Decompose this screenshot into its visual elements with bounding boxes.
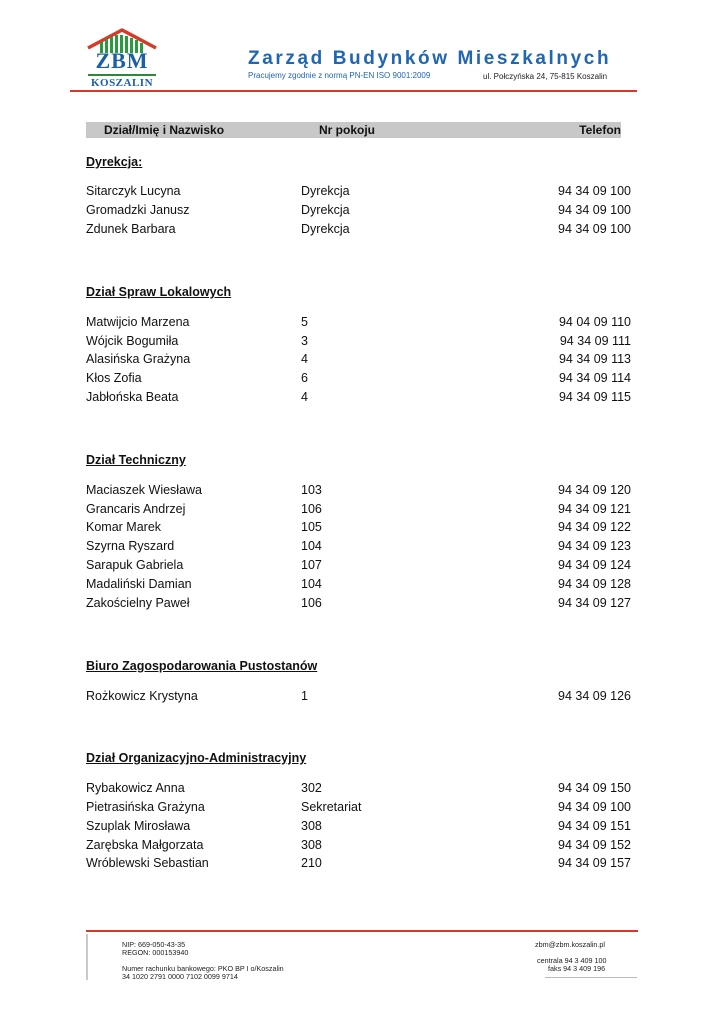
phone-number: 94 34 09 150 (558, 781, 631, 795)
footer-fax: faks 94 3 409 196 (548, 964, 606, 973)
table-row (86, 798, 631, 816)
room-number: 308 (301, 819, 322, 833)
phone-number: 94 04 09 110 (558, 315, 631, 329)
person-name: Szuplak Mirosława (86, 819, 191, 833)
table-row (86, 481, 631, 499)
phone-number: 94 34 09 127 (558, 596, 631, 610)
person-name: Maciaszek Wiesława (86, 483, 203, 497)
footer-account-label: Numer rachunku bankowego: PKO BP I o/Koszalin (122, 964, 284, 973)
column-header-name: Dział/Imię i Nazwisko (104, 123, 225, 137)
phone-number: 94 34 09 123 (558, 539, 631, 553)
section-title-techniczny: Dział Techniczny (86, 453, 186, 467)
phone-number: 94 34 09 111 (559, 334, 631, 348)
room-number: Dyrekcja (301, 184, 350, 198)
phone-number: 94 34 09 100 (558, 800, 631, 814)
table-row (86, 500, 631, 518)
person-name: Madaliński Damian (86, 577, 192, 591)
column-header-phone: Telefon (579, 123, 621, 137)
table-row (86, 556, 631, 574)
room-number: 107 (301, 558, 322, 572)
footer-nip: NIP: 669-050-43-35 (122, 940, 186, 949)
column-header-room: Nr pokoju (319, 123, 375, 137)
room-number: 302 (301, 781, 322, 795)
phone-number: 94 34 09 115 (558, 390, 631, 404)
person-name: Kłos Zofia (86, 371, 142, 385)
person-name: Rybakowicz Anna (86, 781, 185, 795)
table-row (86, 575, 631, 593)
room-number: 103 (301, 483, 322, 497)
table-row (86, 220, 631, 238)
person-name: Zdunek Barbara (86, 222, 176, 236)
room-number: 104 (301, 539, 322, 553)
table-row (86, 182, 631, 200)
table-row (86, 369, 631, 387)
table-header (86, 122, 621, 138)
room-number: 210 (301, 856, 322, 870)
table-row (86, 854, 631, 872)
table-row (86, 313, 631, 331)
section-title-organizacyjny: Dział Organizacyjno-Administracyjny (86, 751, 307, 765)
footer-phone-central: centrala 94 3 409 100 (537, 956, 607, 965)
person-name: Wójcik Bogumiła (86, 334, 179, 348)
person-name: Sitarczyk Lucyna (86, 184, 181, 198)
phone-number: 94 34 09 157 (558, 856, 631, 870)
phone-number: 94 34 09 121 (558, 502, 631, 516)
table-row (86, 537, 631, 555)
phone-number: 94 34 09 114 (558, 371, 631, 385)
table-row (86, 201, 631, 219)
phone-number: 94 34 09 122 (558, 520, 631, 534)
table-row (86, 817, 631, 835)
footer-email: zbm@zbm.koszalin.pl (535, 940, 606, 949)
person-name: Alasińska Grażyna (86, 352, 191, 366)
person-name: Wróblewski Sebastian (86, 856, 209, 870)
section-title-dyrekcja: Dyrekcja: (86, 155, 143, 169)
room-number: 105 (301, 520, 322, 534)
footer-divider (545, 977, 637, 978)
room-number: 106 (301, 596, 322, 610)
room-number: 5 (301, 315, 308, 329)
table-row (86, 518, 631, 536)
phone-number: 94 34 09 128 (558, 577, 631, 591)
header-divider (70, 90, 637, 92)
phone-number: 94 34 09 124 (558, 558, 631, 572)
room-number: 4 (301, 352, 308, 366)
room-number: 1 (301, 689, 308, 703)
phone-number: 94 34 09 100 (558, 184, 631, 198)
table-row (86, 332, 631, 350)
person-name: Matwijcio Marzena (86, 315, 190, 329)
section-title-sprawy-lokalowe: Dział Spraw Lokalowych (86, 285, 232, 299)
table-row (86, 350, 631, 368)
room-number: Dyrekcja (301, 203, 350, 217)
phone-number: 94 34 09 100 (558, 203, 631, 217)
table-row (86, 779, 631, 797)
table-row (86, 594, 631, 612)
room-number: 3 (301, 334, 308, 348)
phone-number: 94 34 09 126 (558, 689, 631, 703)
person-name: Szyrna Ryszard (86, 539, 175, 553)
room-number: 6 (301, 371, 308, 385)
person-name: Komar Marek (86, 520, 162, 534)
phone-number: 94 34 09 151 (558, 819, 631, 833)
logo-city: KOSZALIN (88, 74, 156, 89)
person-name: Pietrasińska Grażyna (86, 800, 205, 814)
person-name: Sarapuk Gabriela (86, 558, 184, 572)
phone-number: 94 34 09 152 (558, 838, 631, 852)
table-row (86, 836, 631, 854)
logo-abbreviation: ZBM (95, 48, 149, 73)
person-name: Jabłońska Beata (86, 390, 179, 404)
table-row (86, 388, 631, 406)
person-name: Gromadzki Janusz (86, 203, 190, 217)
phone-number: 94 34 09 100 (558, 222, 631, 236)
table-row (86, 687, 631, 705)
logo-wordmark (84, 50, 160, 89)
room-number: 106 (301, 502, 322, 516)
room-number: 104 (301, 577, 322, 591)
phone-number: 94 34 09 120 (558, 483, 631, 497)
footer-account-number: 34 1020 2791 0000 7102 0099 9714 (122, 972, 238, 981)
organization-address: ul. Połczyńska 24, 75-815 Koszalin (483, 72, 608, 81)
certification-note: Pracujemy zgodnie z normą PN-EN ISO 9001:2009 (248, 71, 431, 80)
person-name: Zarębska Małgorzata (86, 838, 204, 852)
room-number: 4 (301, 390, 308, 404)
phone-number: 94 34 09 113 (558, 352, 631, 366)
organization-name: Zarząd Budynków Mieszkalnych (248, 48, 612, 69)
room-number: 308 (301, 838, 322, 852)
room-number: Dyrekcja (301, 222, 350, 236)
room-number: Sekretariat (301, 800, 362, 814)
footer-regon: REGON: 000153940 (122, 948, 189, 957)
section-title-pustostany: Biuro Zagospodarowania Pustostanów (86, 659, 318, 673)
person-name: Zakościelny Paweł (86, 596, 190, 610)
person-name: Grancaris Andrzej (86, 502, 186, 516)
person-name: Rożkowicz Krystyna (86, 689, 198, 703)
